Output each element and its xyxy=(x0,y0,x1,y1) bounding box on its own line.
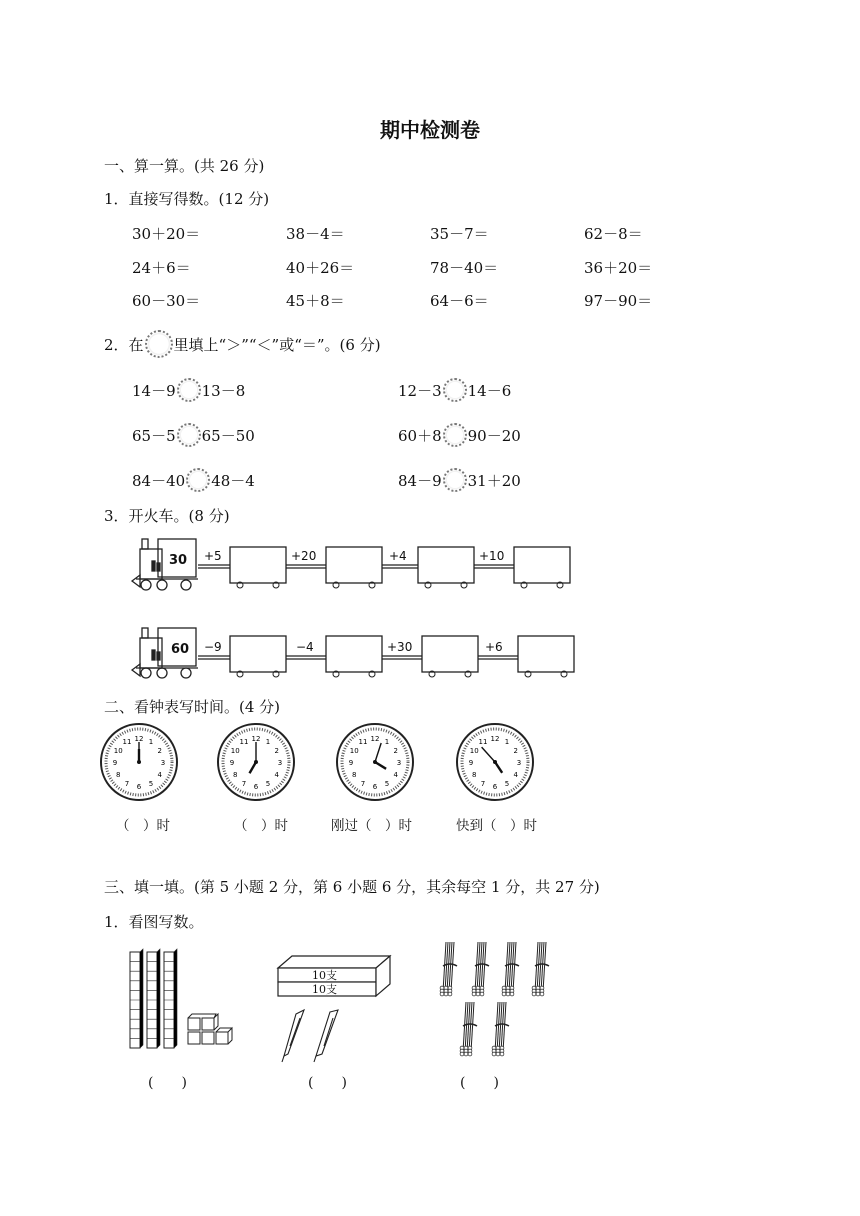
svg-text:7: 7 xyxy=(124,779,130,788)
arith-item: 62－8＝ xyxy=(584,225,643,243)
svg-text:1: 1 xyxy=(504,738,510,747)
train-op: +20 xyxy=(291,549,317,563)
svg-text:2: 2 xyxy=(274,747,280,755)
train-op: +5 xyxy=(204,549,222,563)
clocks-row xyxy=(98,722,558,804)
svg-text:10: 10 xyxy=(113,747,123,755)
svg-text:7: 7 xyxy=(480,779,486,788)
svg-text:9: 9 xyxy=(468,759,474,767)
arith-item: 24＋6＝ xyxy=(132,259,191,277)
arith-item: 60－30＝ xyxy=(132,292,201,310)
svg-text:6: 6 xyxy=(372,783,378,791)
arith-item: 45＋8＝ xyxy=(286,292,345,310)
pen-icon xyxy=(314,1010,338,1062)
compare-circle-icon[interactable] xyxy=(186,468,210,492)
compare-circle-icon xyxy=(145,330,173,358)
stick-bundle-icon xyxy=(502,942,519,996)
clock-icon xyxy=(337,724,413,800)
compare-circle-icon[interactable] xyxy=(443,423,467,447)
clock-caption: （ ）时 xyxy=(116,818,170,834)
stick-bundle-icon xyxy=(532,942,549,996)
svg-text:11: 11 xyxy=(122,738,132,747)
stick-bundle-icon xyxy=(492,1002,509,1056)
svg-text:6: 6 xyxy=(136,783,142,791)
svg-text:4: 4 xyxy=(157,771,163,779)
compare-item xyxy=(132,423,255,447)
s3-q1-heading: 1．看图写数。 xyxy=(104,913,204,931)
compare-left: 14－9 xyxy=(132,381,176,400)
q2-heading-pre: 2．在 xyxy=(104,335,144,354)
compare-item xyxy=(132,378,245,402)
pen-icon xyxy=(282,1010,304,1062)
answer-blank[interactable]: ( ) xyxy=(148,1075,187,1091)
compare-circle-icon[interactable] xyxy=(443,468,467,492)
compare-left: 84－40 xyxy=(132,471,186,490)
svg-text:3: 3 xyxy=(516,759,522,767)
svg-text:5: 5 xyxy=(504,779,510,788)
clock-caption: （ ）时 xyxy=(234,818,288,834)
train-op: −4 xyxy=(296,640,314,654)
clock-caption: 刚过（ ）时 xyxy=(331,818,412,834)
q1-heading: 1．直接写得数。(12 分) xyxy=(104,190,270,208)
clock-icon xyxy=(101,724,177,800)
svg-text:10: 10 xyxy=(469,747,479,755)
svg-text:9: 9 xyxy=(229,759,235,767)
compare-right: 65－50 xyxy=(201,426,255,445)
svg-text:7: 7 xyxy=(360,779,366,788)
svg-text:9: 9 xyxy=(112,759,118,767)
svg-text:12: 12 xyxy=(370,735,380,743)
compare-circle-icon[interactable] xyxy=(177,378,201,402)
box-label: 10支 xyxy=(312,983,337,996)
svg-text:2: 2 xyxy=(513,747,519,755)
svg-text:1: 1 xyxy=(384,738,390,747)
svg-text:4: 4 xyxy=(274,771,280,779)
section2-heading: 二、看钟表写时间。(4 分) xyxy=(104,698,281,716)
q2-heading xyxy=(104,330,381,358)
train-start-value: 30 xyxy=(169,553,188,568)
train-car-answer-box[interactable] xyxy=(326,636,382,672)
compare-right: 13－8 xyxy=(201,381,246,400)
q3-heading: 3．开火车。(8 分) xyxy=(104,507,230,525)
q2-heading-post: 里填上“＞”“＜”或“＝”。(6 分) xyxy=(173,335,381,354)
compare-circle-icon[interactable] xyxy=(443,378,467,402)
svg-text:11: 11 xyxy=(358,738,368,747)
svg-text:12: 12 xyxy=(251,735,261,743)
tens-blocks-picture xyxy=(126,948,238,1052)
svg-text:6: 6 xyxy=(492,783,498,791)
clock-icon xyxy=(218,724,294,800)
section1-heading: 一、算一算。(共 26 分) xyxy=(104,157,265,175)
box-label: 10支 xyxy=(312,969,337,982)
svg-text:5: 5 xyxy=(148,779,154,788)
train-op: +10 xyxy=(479,549,505,563)
train-car-answer-box[interactable] xyxy=(514,547,570,583)
compare-right: 31＋20 xyxy=(467,471,521,490)
svg-text:10: 10 xyxy=(230,747,240,755)
svg-text:10: 10 xyxy=(349,747,359,755)
svg-text:4: 4 xyxy=(393,771,399,779)
train-car-answer-box[interactable] xyxy=(518,636,574,672)
svg-text:12: 12 xyxy=(490,735,500,743)
clock-icon xyxy=(457,724,533,800)
compare-item xyxy=(132,468,255,492)
stick-bundle-icon xyxy=(472,942,489,996)
svg-text:8: 8 xyxy=(471,771,477,779)
compare-circle-icon[interactable] xyxy=(177,423,201,447)
stick-bundles-picture xyxy=(436,938,566,1062)
arith-item: 38－4＝ xyxy=(286,225,345,243)
stick-bundle-icon xyxy=(460,1002,477,1056)
svg-text:1: 1 xyxy=(265,738,271,747)
compare-left: 65－5 xyxy=(132,426,176,445)
arith-item: 36＋20＝ xyxy=(584,259,653,277)
train-car-answer-box[interactable] xyxy=(230,547,286,583)
svg-text:5: 5 xyxy=(265,779,271,788)
stick-bundle-icon xyxy=(440,942,457,996)
answer-blank[interactable]: ( ) xyxy=(460,1075,499,1091)
svg-text:5: 5 xyxy=(384,779,390,788)
train-op: +30 xyxy=(387,640,413,654)
svg-text:11: 11 xyxy=(478,738,488,747)
svg-text:3: 3 xyxy=(277,759,283,767)
svg-text:12: 12 xyxy=(134,735,144,743)
arith-item: 40＋26＝ xyxy=(286,259,355,277)
clock-caption: 快到（ ）时 xyxy=(456,818,537,834)
compare-left: 12－3 xyxy=(398,381,442,400)
svg-text:8: 8 xyxy=(232,771,238,779)
svg-text:2: 2 xyxy=(393,747,399,755)
arith-item: 35－7＝ xyxy=(430,225,489,243)
answer-blank[interactable]: ( ) xyxy=(308,1075,347,1091)
pencil-box-picture xyxy=(272,950,392,1068)
compare-right: 48－4 xyxy=(211,471,255,490)
svg-text:8: 8 xyxy=(115,771,121,779)
svg-text:8: 8 xyxy=(351,771,357,779)
page-title: 期中检测卷 xyxy=(380,118,480,142)
svg-text:7: 7 xyxy=(241,779,247,788)
locomotive-icon xyxy=(132,539,198,590)
compare-right: 14－6 xyxy=(467,381,512,400)
train-op: +4 xyxy=(389,549,407,563)
compare-item xyxy=(398,378,511,402)
compare-left: 84－9 xyxy=(398,471,442,490)
compare-left: 60＋8 xyxy=(398,426,442,445)
svg-text:3: 3 xyxy=(160,759,166,767)
svg-text:2: 2 xyxy=(157,747,163,755)
svg-text:11: 11 xyxy=(239,738,249,747)
train-car-answer-box[interactable] xyxy=(230,636,286,672)
svg-text:4: 4 xyxy=(513,771,519,779)
arith-item: 30＋20＝ xyxy=(132,225,201,243)
train-car-answer-box[interactable] xyxy=(422,636,478,672)
compare-item xyxy=(398,468,521,492)
compare-right: 90－20 xyxy=(467,426,521,445)
section3-heading: 三、填一填。(第 5 小题 2 分，第 6 小题 6 分，其余每空 1 分，共 27 分) xyxy=(104,878,600,896)
compare-item xyxy=(398,423,521,447)
train-op: +6 xyxy=(485,640,503,654)
train-diagram xyxy=(128,622,580,680)
svg-text:3: 3 xyxy=(396,759,402,767)
arith-item: 78－40＝ xyxy=(430,259,499,277)
train-op: −9 xyxy=(204,640,222,654)
svg-text:9: 9 xyxy=(348,759,354,767)
svg-text:1: 1 xyxy=(148,738,154,747)
arith-item: 64－6＝ xyxy=(430,292,489,310)
train-car-answer-box[interactable] xyxy=(326,547,382,583)
train-car-answer-box[interactable] xyxy=(418,547,474,583)
svg-text:6: 6 xyxy=(253,783,259,791)
train-diagram xyxy=(128,535,578,593)
train-start-value: 60 xyxy=(171,642,190,657)
arith-item: 97－90＝ xyxy=(584,292,653,310)
